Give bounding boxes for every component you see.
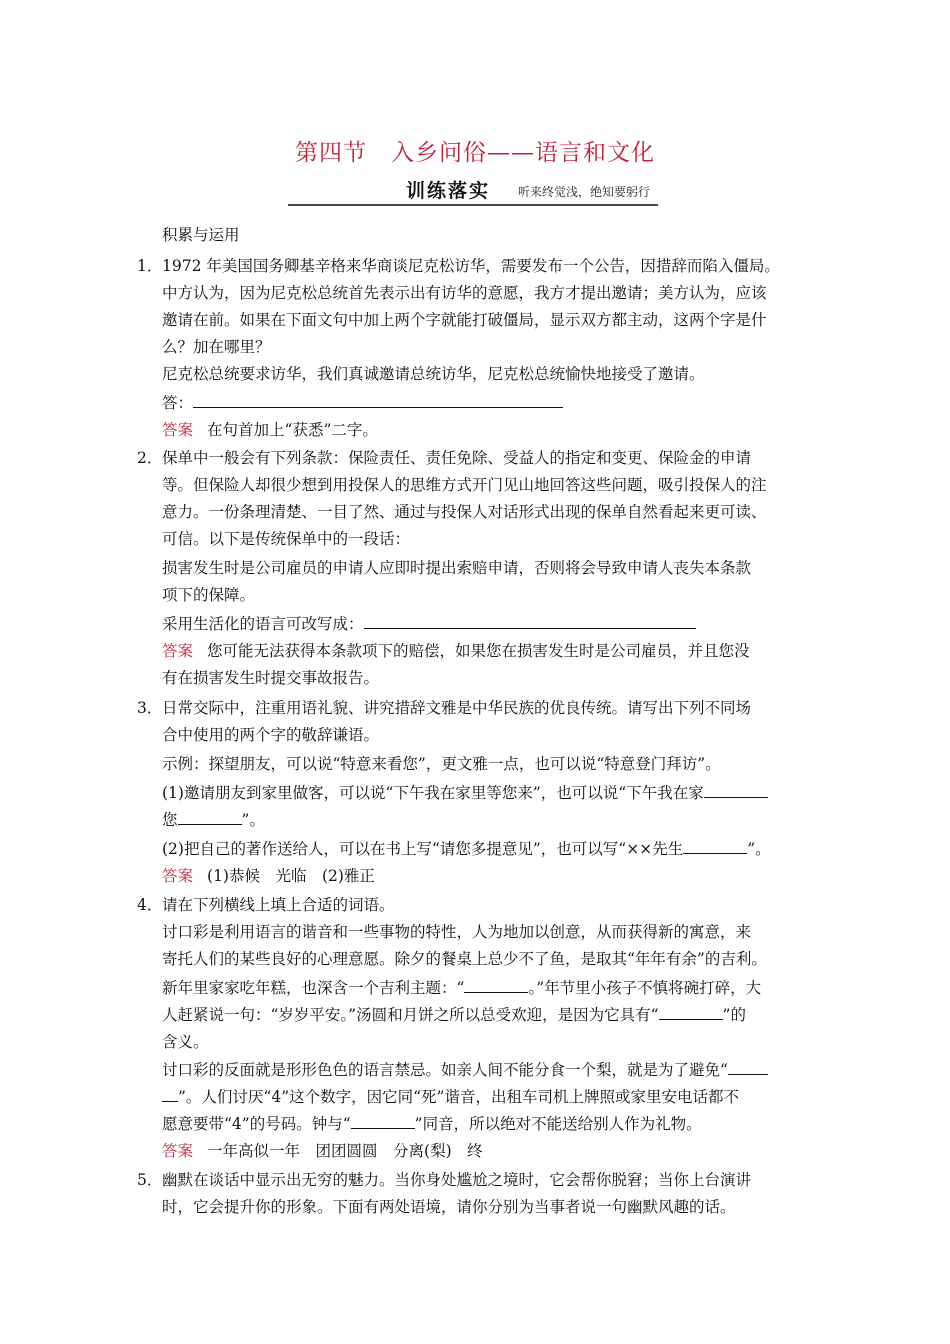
q2-line: 保单中一般会有下列条款：保险责任、责任免除、受益人的指定和变更、保险金的申请 bbox=[162, 449, 752, 467]
banner-sub: 听来终觉浅，绝知要躬行 bbox=[518, 185, 651, 199]
section-heading: 积累与运用 bbox=[162, 226, 240, 244]
question-number: 5． bbox=[137, 1171, 163, 1189]
answer-text: 您可能无法获得本条款项下的赔偿，如果您在损害发生时是公司雇员，并且您没 bbox=[207, 642, 750, 660]
item-text: ”的 bbox=[722, 1006, 746, 1024]
answer-blank[interactable] bbox=[351, 1114, 415, 1129]
answer-blank[interactable] bbox=[193, 393, 563, 408]
answer-blank[interactable] bbox=[683, 839, 747, 854]
q3-item1-cont bbox=[162, 809, 265, 831]
q4-line bbox=[162, 1059, 768, 1081]
q3-example: 示例：探望朋友，可以说“特意来看您”，更文雅一点，也可以说“特意登门拜访”。 bbox=[162, 755, 721, 773]
item-text: 您 bbox=[162, 811, 178, 829]
q4-line bbox=[162, 1086, 739, 1108]
q4-line bbox=[162, 1004, 746, 1026]
item-text: 愿意要带“4”的号码。钟与“ bbox=[162, 1115, 351, 1133]
q2-prompt bbox=[162, 613, 696, 635]
q3-answer bbox=[162, 865, 375, 887]
q1-line: 么？加在哪里？ bbox=[162, 338, 271, 356]
item-text: ”。人们讨厌“4”这个数字，因它同“死”谐音，出租车司机上牌照或家里安电话都不 bbox=[178, 1088, 739, 1106]
item-text: ”。 bbox=[747, 840, 771, 858]
answer-text: (1)恭候 光临 (2)雅正 bbox=[207, 867, 375, 885]
q2-answer bbox=[162, 640, 750, 662]
question-number: 4． bbox=[137, 896, 163, 914]
q4-line: 讨口彩是利用语言的谐音和一些事物的特性，人为地加以创意，从而获得新的寓意，来 bbox=[162, 923, 752, 941]
q4-line bbox=[162, 977, 761, 999]
answer-blank[interactable] bbox=[464, 978, 528, 993]
page-title: 第四节 入乡问俗——语言和文化 bbox=[295, 140, 655, 166]
q4-line: 含义。 bbox=[162, 1033, 209, 1051]
q4-line: 寄托人们的某些良好的心理意愿。除夕的餐桌上总少不了鱼，是取其“年年有余”的吉利。 bbox=[162, 950, 767, 968]
q4-line: 请在下列横线上填上合适的词语。 bbox=[162, 896, 395, 914]
q5-line: 时，它会提升你的形象。下面有两处语境，请你分别为当事者说一句幽默风趣的话。 bbox=[162, 1198, 736, 1216]
answer-tag: 答案 bbox=[162, 1142, 194, 1160]
q3-line: 合中使用的两个字的敬辞谦语。 bbox=[162, 726, 380, 744]
item-text: ”同音，所以绝对不能送给别人作为礼物。 bbox=[414, 1115, 702, 1133]
item-text: (1)邀请朋友到家里做客，可以说“下午我在家里等您来”，也可以说“下午我在家 bbox=[162, 784, 704, 802]
q4-answer bbox=[162, 1140, 483, 1162]
q2-line: 可信。以下是传统保单中的一段话： bbox=[162, 530, 411, 548]
q2-line: 意力。一份条理清楚、一目了然、通过与投保人对话形式出现的保单自然看起来更可读、 bbox=[162, 503, 767, 521]
q2-line: 项下的保障。 bbox=[162, 586, 256, 604]
banner bbox=[288, 172, 658, 206]
item-text: 人赶紧说一句：“岁岁平安。”汤圆和月饼之所以总受欢迎，是因为它具有“ bbox=[162, 1006, 659, 1024]
q1-answer bbox=[162, 419, 378, 441]
answer-blank[interactable] bbox=[178, 810, 242, 825]
item-text: ”。 bbox=[241, 811, 265, 829]
item-text: 讨口彩的反面就是形形色色的语言禁忌。如亲人间不能分食一个梨，就是为了避免“ bbox=[162, 1061, 728, 1079]
prompt-text: 采用生活化的语言可改写成： bbox=[162, 615, 364, 633]
item-text: (2)把自己的著作送给人，可以在书上写“请您多提意见”，也可以写“××先生 bbox=[162, 840, 684, 858]
answer-blank[interactable] bbox=[162, 1087, 178, 1102]
answer-blank[interactable] bbox=[364, 614, 696, 629]
q3-item2 bbox=[162, 838, 771, 860]
q1-line: 1972 年美国国务卿基辛格来华商谈尼克松访华，需要发布一个公告，因措辞而陷入僵局。 bbox=[162, 257, 780, 275]
q3-line: 日常交际中，注重用语礼貌、讲究措辞文雅是中华民族的优良传统。请写出下列不同场 bbox=[162, 699, 752, 717]
answer-tag: 答案 bbox=[162, 867, 194, 885]
answer-tag: 答案 bbox=[162, 642, 194, 660]
q5-line: 幽默在谈话中显示出无穷的魅力。当你身处尴尬之境时，它会帮你脱窘；当你上台演讲 bbox=[162, 1171, 752, 1189]
q1-line: 邀请在前。如果在下面文句中加上两个字就能打破僵局，显示双方都主动，这两个字是什 bbox=[162, 311, 767, 329]
q2-answer-cont: 有在损害发生时提交事故报告。 bbox=[162, 669, 380, 687]
answer-blank[interactable] bbox=[659, 1005, 723, 1020]
question-number: 2． bbox=[137, 449, 163, 467]
q2-line: 等。但保险人却很少想到用投保人的思维方式开门见山地回答这些问题，吸引投保人的注 bbox=[162, 476, 767, 494]
reply-label: 答： bbox=[162, 394, 194, 412]
q1-line: 中方认为，因为尼克松总统首先表示出有访华的意愿，我方才提出邀请；美方认为，应该 bbox=[162, 284, 767, 302]
q1-line: 尼克松总统要求访华，我们真诚邀请总统访华，尼克松总统愉快地接受了邀请。 bbox=[162, 365, 705, 383]
answer-blank[interactable] bbox=[728, 1060, 768, 1075]
answer-blank[interactable] bbox=[704, 783, 768, 798]
answer-tag: 答案 bbox=[162, 421, 194, 439]
q1-reply bbox=[162, 392, 563, 414]
item-text: 。”年节里小孩子不慎将碗打碎，大 bbox=[528, 979, 762, 997]
question-number: 3． bbox=[137, 699, 163, 717]
q2-line: 损害发生时是公司雇员的申请人应即时提出索赔申请，否则将会导致申请人丧失本条款 bbox=[162, 559, 752, 577]
question-number: 1． bbox=[137, 257, 163, 275]
banner-main: 训练落实 bbox=[406, 180, 491, 202]
answer-text: 在句首加上“获悉”二字。 bbox=[207, 421, 378, 439]
answer-text: 一年高似一年 团团圆圆 分离(梨) 终 bbox=[207, 1142, 483, 1160]
q4-line bbox=[162, 1113, 702, 1135]
item-text: 新年里家家吃年糕，也深含一个吉利主题：“ bbox=[162, 979, 465, 997]
q3-item1 bbox=[162, 782, 768, 804]
